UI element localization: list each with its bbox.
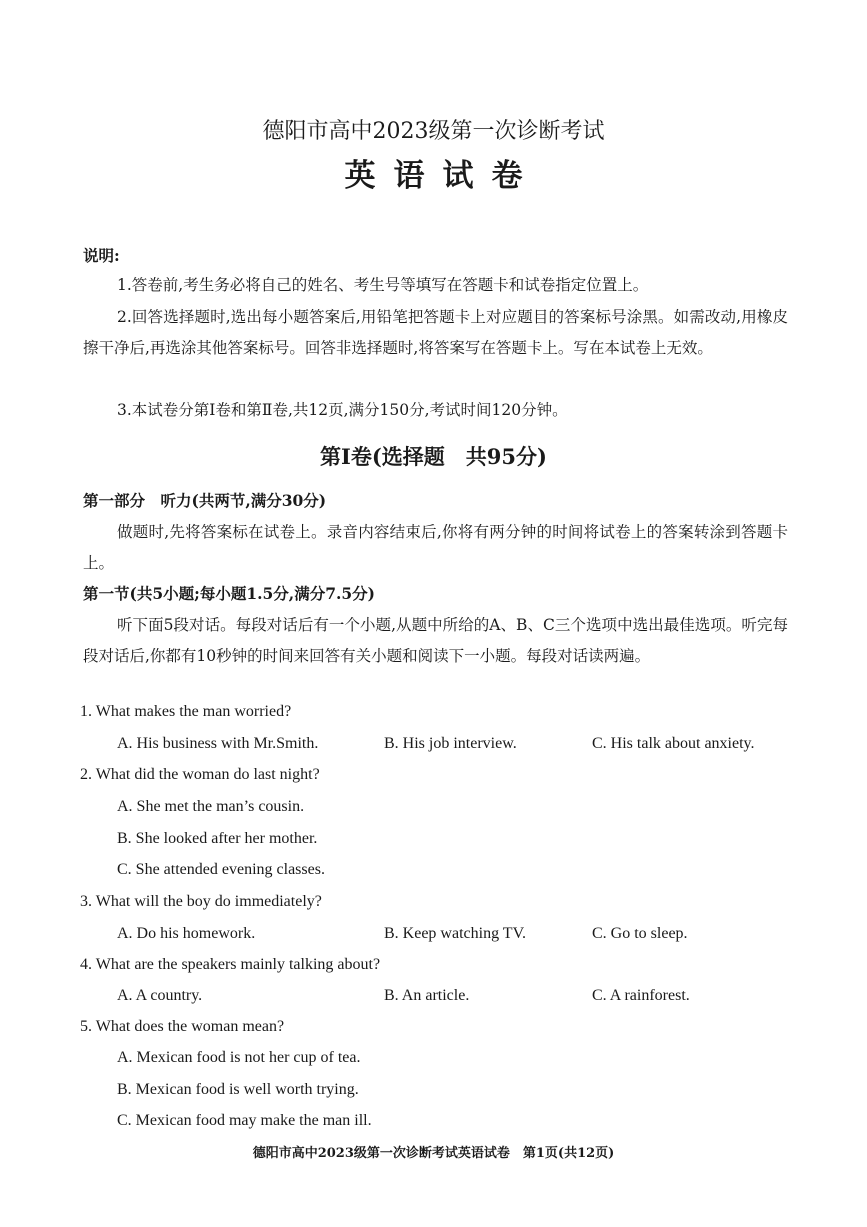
question-5-stem: 5. What does the woman mean? <box>80 1018 285 1035</box>
question-3-option-b: B. Keep watching TV. <box>384 925 527 942</box>
part-1-intro: 做题时,先将答案标在试卷上。录音内容结束后,你将有两分钟的时间将试卷上的答案转涂到答题卡上。 <box>83 523 788 572</box>
section-1-intro: 听下面5段对话。每段对话后有一个小题,从题中所给的A、B、C三个选项中选出最佳选项。听完每段对话后,你都有10秒钟的时间来回答有关小题和阅读下一小题。每段对话读两遍。 <box>83 616 788 665</box>
question-2-option-c: C. She attended evening classes. <box>117 861 325 878</box>
page-footer: 德阳市高中2023级第一次诊断考试英语试卷 第1页(共12页) <box>252 1146 615 1161</box>
question-1-option-c: C. His talk about anxiety. <box>592 735 755 752</box>
exam-title: 德阳市高中2023级第一次诊断考试 <box>262 119 605 144</box>
question-1-stem: 1. What makes the man worried? <box>80 703 292 720</box>
question-5-option-c: C. Mexican food may make the man ill. <box>117 1112 372 1129</box>
instruction-item-2: 2.回答选择题时,选出每小题答案后,用铅笔把答题卡上对应题目的答案标号涂黑。如需改动,用橡皮擦干净后,再选涂其他答案标号。回答非选择题时,将答案写在答题卡上。写在本试卷上无效。 <box>83 308 788 357</box>
question-2-stem: 2. What did the woman do last night? <box>80 766 320 783</box>
question-4-stem: 4. What are the speakers mainly talking about? <box>80 956 381 973</box>
question-4-option-b: B. An article. <box>384 987 470 1004</box>
subject-title: 英语试卷 <box>344 158 541 194</box>
instructions-label: 说明: <box>83 246 120 265</box>
question-2-option-a: A. She met the man’s cousin. <box>117 798 305 815</box>
question-4-option-c: C. A rainforest. <box>592 987 690 1004</box>
question-5-option-a: A. Mexican food is not her cup of tea. <box>117 1049 361 1066</box>
question-5-option-b: B. Mexican food is well worth trying. <box>117 1081 359 1098</box>
question-3-stem: 3. What will the boy do immediately? <box>80 893 322 910</box>
instruction-item-3: 3.本试卷分第Ⅰ卷和第Ⅱ卷,共12页,满分150分,考试时间120分钟。 <box>117 401 568 419</box>
question-2-option-b: B. She looked after her mother. <box>117 830 318 847</box>
instruction-item-1: 1.答卷前,考生务必将自己的姓名、考生号等填写在答题卡和试卷指定位置上。 <box>117 276 649 294</box>
question-1-option-a: A. His business with Mr.Smith. <box>117 735 319 752</box>
volume-1-heading: 第Ⅰ卷(选择题 共95分) <box>320 444 547 469</box>
question-3-option-a: A. Do his homework. <box>117 925 256 942</box>
part-1-heading: 第一部分 听力(共两节,满分30分) <box>83 491 327 510</box>
question-3-option-c: C. Go to sleep. <box>592 925 688 942</box>
question-1-option-b: B. His job interview. <box>384 735 517 752</box>
section-1-heading: 第一节(共5小题;每小题1.5分,满分7.5分) <box>83 584 376 603</box>
question-4-option-a: A. A country. <box>117 987 203 1004</box>
